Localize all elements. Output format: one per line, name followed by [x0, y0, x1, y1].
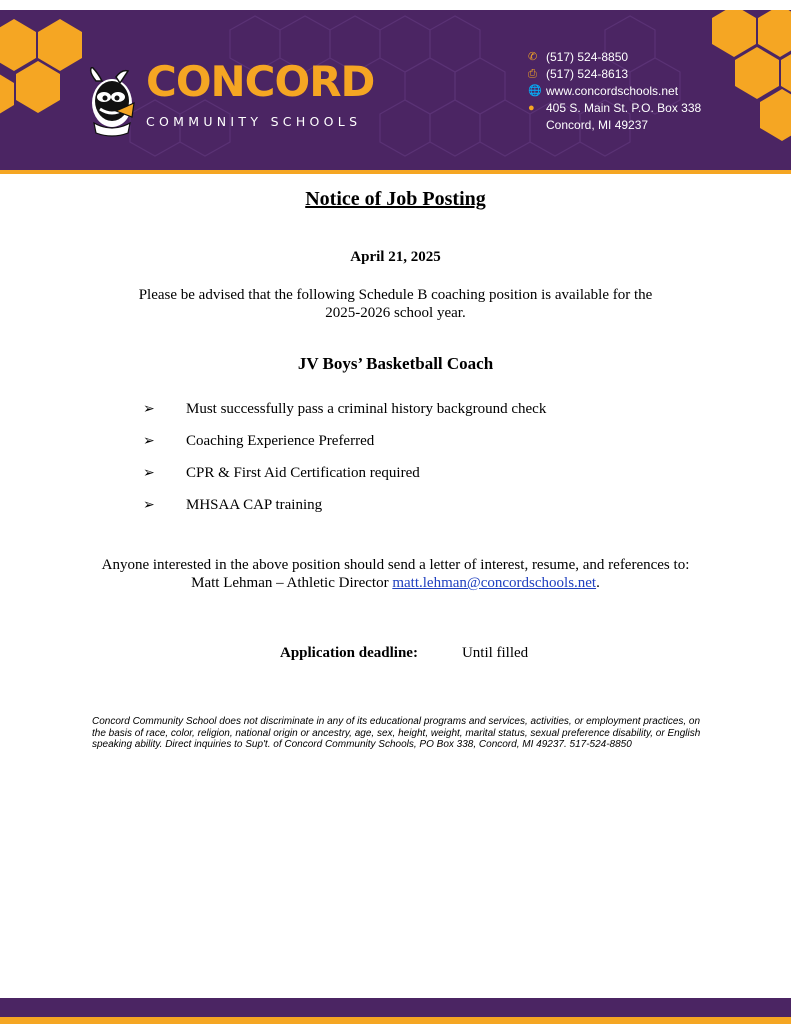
requirement-text: CPR & First Aid Certification required: [186, 465, 420, 481]
deadline-label: Application deadline:: [280, 645, 418, 661]
fax-row: [528, 67, 701, 84]
phone-number: (517) 524-8850: [546, 50, 629, 64]
letterhead-banner: [0, 10, 791, 170]
school-logo: [86, 57, 396, 139]
brand-subtitle: COMMUNITY SCHOOLS: [146, 114, 362, 129]
position-title: JV Boys’ Basketball Coach: [297, 354, 494, 373]
header-divider: [0, 170, 791, 174]
address-line-1: 405 S. Main St. P.O. Box 338: [546, 101, 702, 115]
page-title: Notice of Job Posting: [305, 188, 486, 210]
arrow-bullet-icon: ➢: [143, 465, 155, 481]
fax-icon: ⎙: [528, 68, 537, 80]
contact-line: [96, 574, 695, 592]
list-item: [143, 496, 546, 528]
list-item: [143, 464, 546, 496]
application-instructions: [96, 556, 695, 592]
deadline-value: Until filled: [461, 645, 529, 661]
contact-period: .: [596, 575, 600, 591]
footer-band: [0, 998, 791, 1017]
hornet-mascot-icon: [86, 67, 142, 137]
contact-email-link[interactable]: matt.lehman@concordschools.net: [392, 575, 597, 591]
requirement-text: Must successfully pass a criminal history background check: [186, 401, 547, 417]
contact-block: [528, 50, 701, 132]
list-item: [143, 432, 546, 464]
address-row: [528, 101, 701, 118]
fax-number: (517) 524-8613: [546, 67, 629, 81]
intro-paragraph: Please be advised that the following Schedule B coaching position is available for the 2025-2026 school year.: [138, 287, 653, 321]
posting-date: April 21, 2025: [350, 249, 441, 265]
requirement-text: Coaching Experience Preferred: [186, 433, 375, 449]
globe-icon: 🌐: [528, 85, 542, 97]
brand-name: CONCORD: [146, 57, 375, 106]
application-deadline: [280, 645, 528, 662]
location-pin-icon: ●: [528, 102, 535, 114]
footer-gold-stripe: [0, 1017, 791, 1024]
instructions-text: Anyone interested in the above position should send a letter of interest, resume, and references to:: [101, 557, 690, 573]
list-item: [143, 400, 546, 432]
arrow-bullet-icon: ➢: [143, 497, 155, 513]
contact-person: Matt Lehman – Athletic Director: [191, 575, 389, 591]
requirements-list: [143, 400, 546, 528]
website-link[interactable]: www.concordschools.net: [546, 84, 679, 98]
address-line-2: Concord, MI 49237: [546, 118, 649, 132]
nondiscrimination-statement: Concord Community School does not discriminate in any of its educational programs and services, activities, or employment practices, on the basis of race, color, religion, national origin or ancestry, age, sex, height, weight, marital status, sexual preference disability, or English speaking ability. Direct inquiries to Sup't. of Concord Community Schools, PO Box 338, Concord, MI 49237. 517-524-8850: [92, 716, 701, 750]
requirement-text: MHSAA CAP training: [186, 497, 323, 513]
arrow-bullet-icon: ➢: [143, 401, 155, 417]
phone-icon: ✆: [528, 51, 538, 63]
arrow-bullet-icon: ➢: [143, 433, 155, 449]
website-row: [528, 84, 701, 101]
phone-row: [528, 50, 701, 67]
